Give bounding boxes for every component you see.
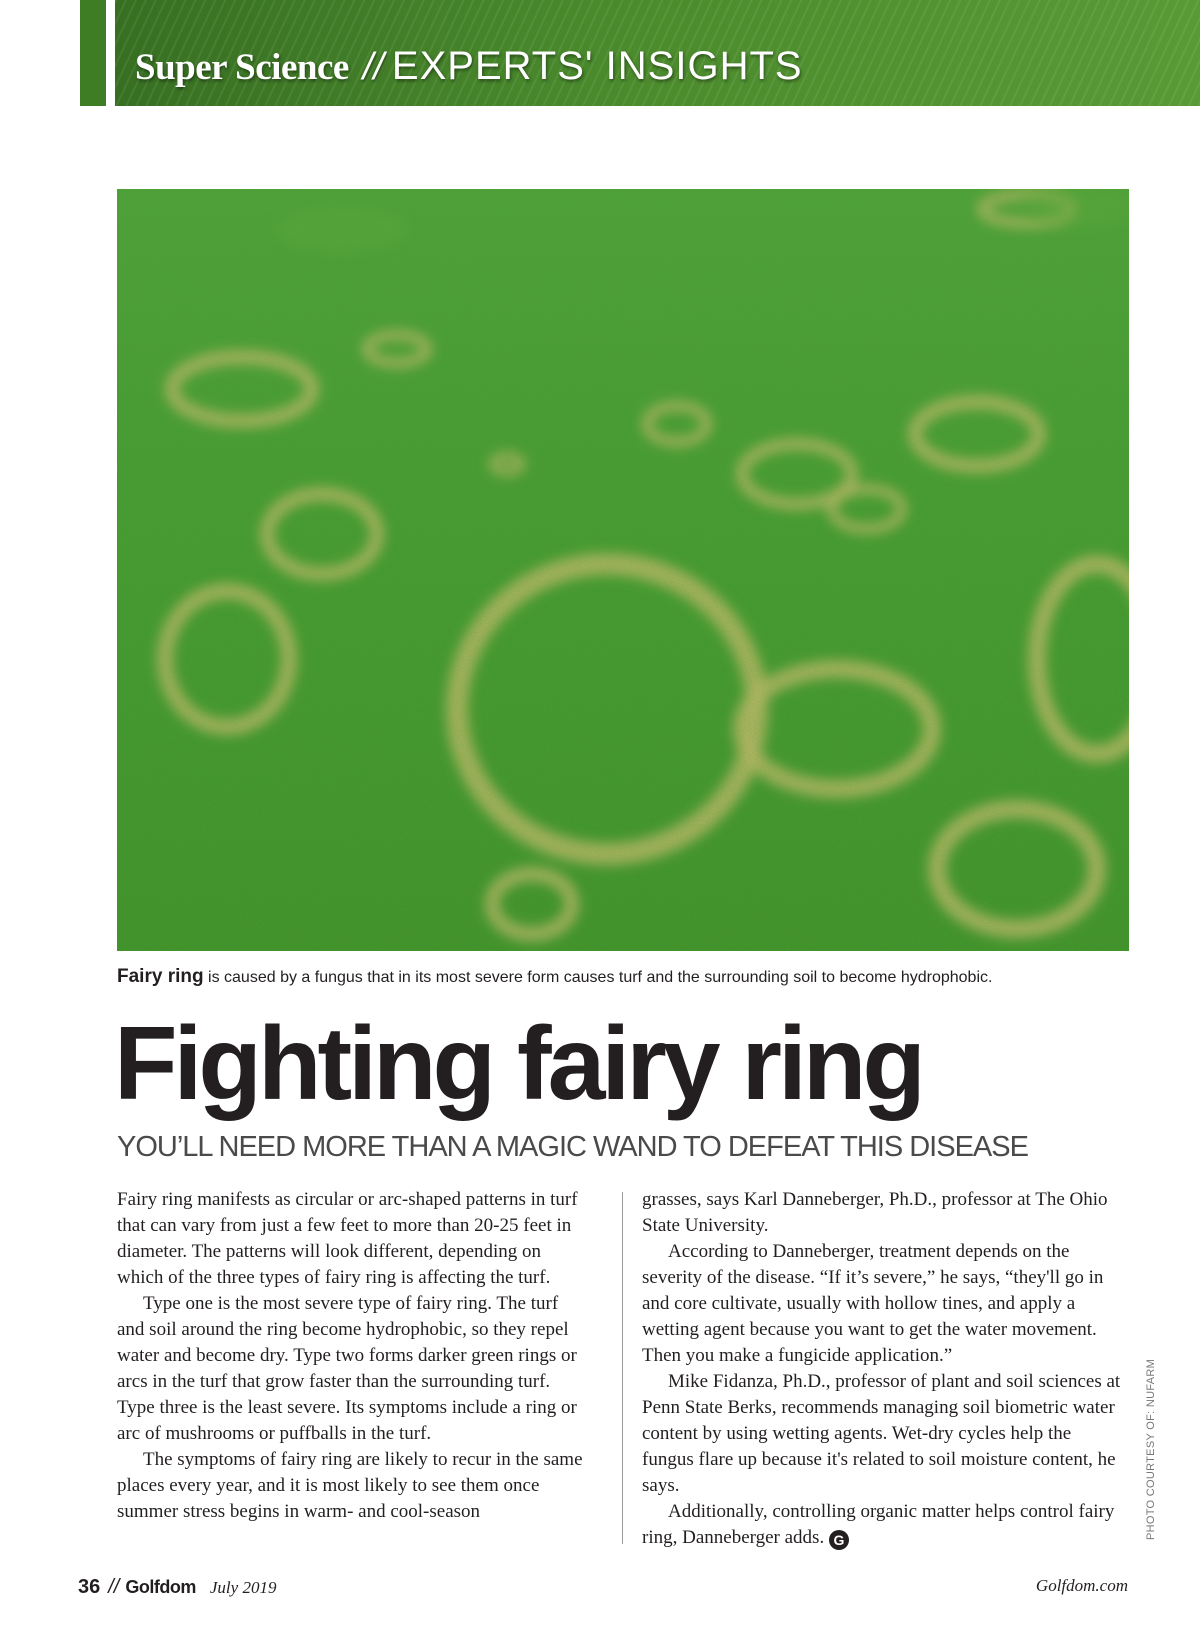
article-paragraph: grasses, says Karl Danneberger, Ph.D., professor at The Ohio State University. [642,1189,1108,1236]
end-mark-icon: G [829,1530,849,1550]
article-paragraph: Mike Fidanza, Ph.D., professor of plant and soil sciences at Penn State Berks, recommends managing soil biometric water content by using wetting agents. Wet-dry cycles help the fungus flare up because it's related to soil moisture content, he says. [642,1371,1121,1496]
article-headline: Fighting fairy ring [114,1006,922,1122]
fairy-ring-photo [117,189,1129,951]
header-accent-bar [80,0,106,106]
article-column-right [642,1187,1122,1551]
photo-credit: PHOTO COURTESY OF: NUFARM [1145,1358,1157,1540]
section-kicker: EXPERTS' INSIGHTS [391,44,803,88]
header-separator: // [362,46,384,88]
page-number: 36 [78,1576,101,1598]
article-paragraph: The symptoms of fairy ring are likely to recur in the same places every year, and it is most likely to see them once summer stress begins in warm- and cool-season [117,1449,583,1522]
footer-website: Golfdom.com [1035,1576,1128,1595]
article-column-left [117,1187,587,1525]
article-paragraph: Fairy ring manifests as circular or arc-shaped patterns in turf that can vary from just a few feet to more than 20-25 feet in diameter. The patterns will look different, depending on which of the three types of fairy ring is affecting the turf. [117,1189,578,1288]
article-paragraph: According to Danneberger, treatment depends on the severity of the disease. “If it’s severe,” he says, “they'll go in and core cultivate, usually with hollow tines, and apply a wetting agent because you want to get the water movement. Then you make a fungicide application.” [642,1241,1104,1366]
article-subhead: YOU’LL NEED MORE THAN A MAGIC WAND TO DEFEAT THIS DISEASE [117,1131,1028,1163]
section-header [135,44,803,89]
caption-text: is caused by a fungus that in its most severe form causes turf and the surrounding soil to become hydrophobic. [203,969,993,986]
publication-name: Golfdom [125,1577,196,1597]
article-paragraph-last [642,1499,1122,1551]
footer-separator: // [108,1576,120,1598]
photo-caption [117,966,1147,988]
article-paragraph: Type one is the most severe type of fairy ring. The turf and soil around the ring become hydrophobic, so they repel water and become dry. Type two forms darker green rings or arcs in the turf that grow faster than the surrounding turf. Type three is the least severe. Its symptoms include a ring or arc of mushrooms or puffballs in the turf. [117,1293,577,1444]
page-footer [78,1576,276,1599]
article-paragraph-text: Additionally, controlling organic matter helps control fairy ring, Danneberger adds. [642,1501,1115,1548]
column-divider [622,1192,623,1544]
caption-lead: Fairy ring [117,966,204,987]
issue-date: July 2019 [209,1578,277,1597]
section-name: Super Science [135,47,349,88]
